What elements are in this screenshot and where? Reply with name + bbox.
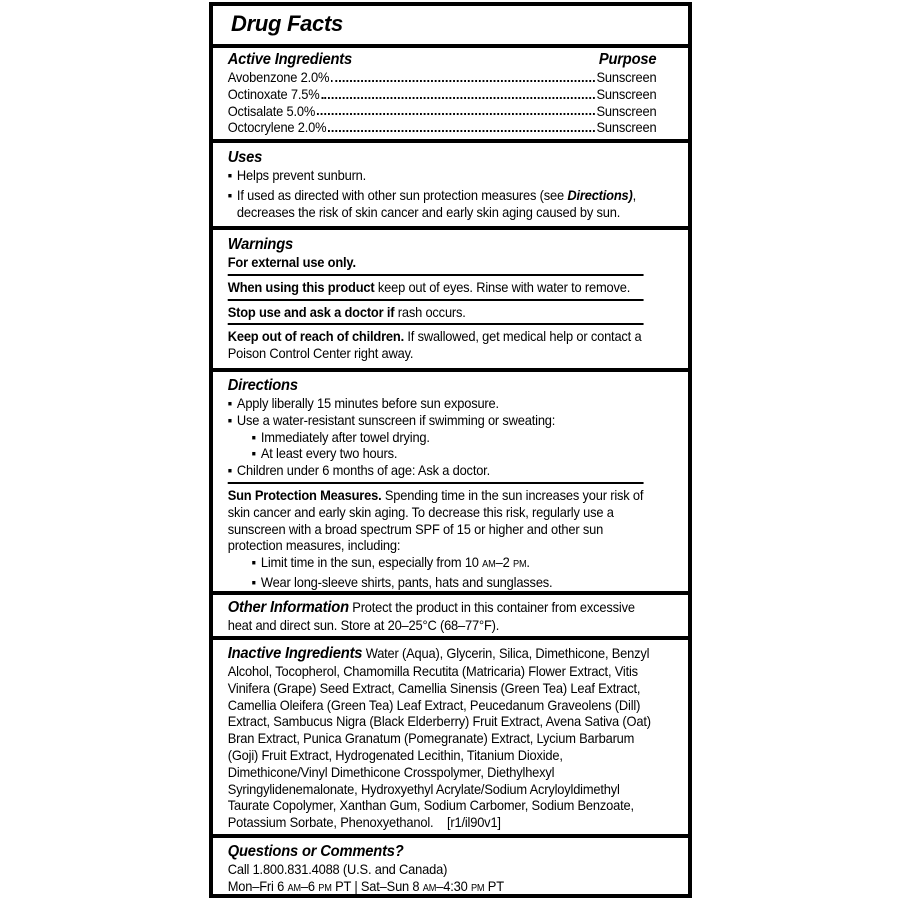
keep-out-text: Keep out of reach of children. If swallowed, get medical help or contact a Poison Control Center right away.: [227, 328, 642, 362]
list-item: ▪ Use a water-resistant sunscreen if swimming or sweating:: [228, 412, 651, 429]
questions-header: Questions or Comments?: [227, 843, 404, 860]
questions-section: [213, 843, 664, 898]
ingredient-row: [228, 103, 657, 120]
hours-line: Mon–Fri 6 AM–6 PM PT | Sat–Sun 8 AM–4:30 PM PT: [227, 877, 504, 894]
ingredient-purpose: Sunscreen: [596, 69, 657, 85]
uses-section: [213, 149, 664, 220]
uses-header: Uses: [227, 149, 263, 166]
dot-leader: [317, 113, 595, 115]
drug-facts-title: Drug Facts: [231, 11, 343, 36]
purpose-header: Purpose: [598, 51, 657, 68]
when-using-text: When using this product keep out of eyes. Rinse with water to remove.: [227, 278, 631, 295]
divider-bar: [213, 44, 688, 48]
external-use-text: For external use only.: [227, 254, 356, 270]
sub-list-item: ▪ At least every two hours.: [228, 445, 651, 462]
directions-section: [213, 377, 664, 591]
warnings-section: [213, 236, 664, 362]
dot-leader: [331, 80, 595, 82]
active-ingredients-header: Active Ingredients: [227, 51, 353, 68]
stop-use-text: Stop use and ask a doctor if rash occurs.: [227, 303, 466, 320]
thin-rule: [228, 299, 644, 301]
list-item: ▪ Children under 6 months of age: Ask a doctor.: [228, 462, 651, 479]
ingredient-purpose: Sunscreen: [596, 119, 657, 136]
divider-bar: [213, 226, 688, 230]
divider-bar: [213, 834, 688, 838]
drug-facts-panel: [209, 2, 692, 898]
ingredient-name: Octocrylene 2.0%: [227, 119, 327, 136]
list-item: ▪ If used as directed with other sun protection measures (see Directions), decreases the risk of skin cancer and early skin aging caused by sun.: [228, 187, 651, 221]
label-code: [r1/il90v1]: [446, 814, 501, 831]
dot-leader: [328, 130, 594, 132]
other-information-text: Protect the product in this container from excessive heat and direct sun. Store at 20–25°C (68–77°F).: [227, 599, 635, 633]
sub-list-item: ▪ Immediately after towel drying.: [228, 429, 651, 446]
inactive-ingredients-section: [213, 645, 664, 831]
divider-bar: [213, 368, 688, 372]
ingredient-purpose: Sunscreen: [596, 102, 657, 119]
phone-line: Call 1.800.831.4088 (U.S. and Canada): [227, 861, 448, 877]
inactive-ingredients-text: Water (Aqua), Glycerin, Silica, Dimethicone, Benzyl Alcohol, Tocopherol, Chamomilla Recutita (Matricaria) Flower Extract, Vitis Vinifera (Grape) Seed Extract, Camellia Sinensis (Green Tea) Leaf Extract, Camellia Oleifera (Green Tea) Leaf Extract, Peucedanum Graveolens (Dill) Extract, Sambucus Nigra (Black Elderberry) Fruit Extract, Avena Sativa (Oat) Bran Extract, Punica Granatum (Pomegranate) Extract, Lycium Barbarum (Goji) Fruit Extract, Hydrogenated Lecithin, Titanium Dioxide, Dimethicone/Vinyl Dimethicone Crosspolymer, Diethylhexyl Syringylidenemalonate, Hydroxyethyl Acrylate/Sodium Acryloyldimethyl Taurate Copolymer, Xanthan Gum, Sodium Carbomer, Sodium Benzoate, Potassium Sorbate, Phenoxyethanol.: [227, 645, 651, 831]
list-item: ▪ Apply liberally 15 minutes before sun exposure.: [228, 395, 651, 412]
thin-rule: [228, 482, 644, 484]
ingredient-name: Octisalate 5.0%: [227, 102, 316, 119]
ingredient-name: Avobenzone 2.0%: [227, 69, 330, 85]
divider-bar: [213, 591, 688, 595]
sun-protection-measures: Sun Protection Measures. Spending time in the sun increases your risk of skin cancer and early skin aging. To decrease this risk, regularly use a sunscreen with a broad spectrum SPF of 15 or higher and other sun protection measures, including:: [227, 486, 644, 554]
list-item: ▪ Helps prevent sunburn.: [228, 167, 651, 184]
sub-list-item: ▪ Limit time in the sun, especially from 10 AM–2 PM.: [228, 554, 651, 574]
active-ingredients-section: [213, 51, 664, 136]
thin-rule: [228, 274, 644, 276]
other-information-header: Other Information: [227, 599, 349, 616]
divider-bar: [213, 636, 688, 640]
ingredient-purpose: Sunscreen: [596, 85, 657, 102]
dot-leader: [321, 97, 594, 99]
thin-rule: [228, 323, 644, 325]
divider-bar: [213, 139, 688, 143]
sub-list-item: ▪ Wear long-sleeve shirts, pants, hats and sunglasses.: [228, 574, 651, 591]
inactive-ingredients-header: Inactive Ingredients: [227, 645, 363, 662]
warnings-header: Warnings: [227, 236, 294, 253]
ingredient-name: Octinoxate 7.5%: [227, 85, 320, 102]
ingredient-row: [228, 86, 657, 103]
other-information-section: [213, 599, 664, 634]
ingredient-row: [228, 119, 657, 136]
ingredient-row: [228, 69, 657, 86]
directions-header: Directions: [227, 377, 298, 394]
